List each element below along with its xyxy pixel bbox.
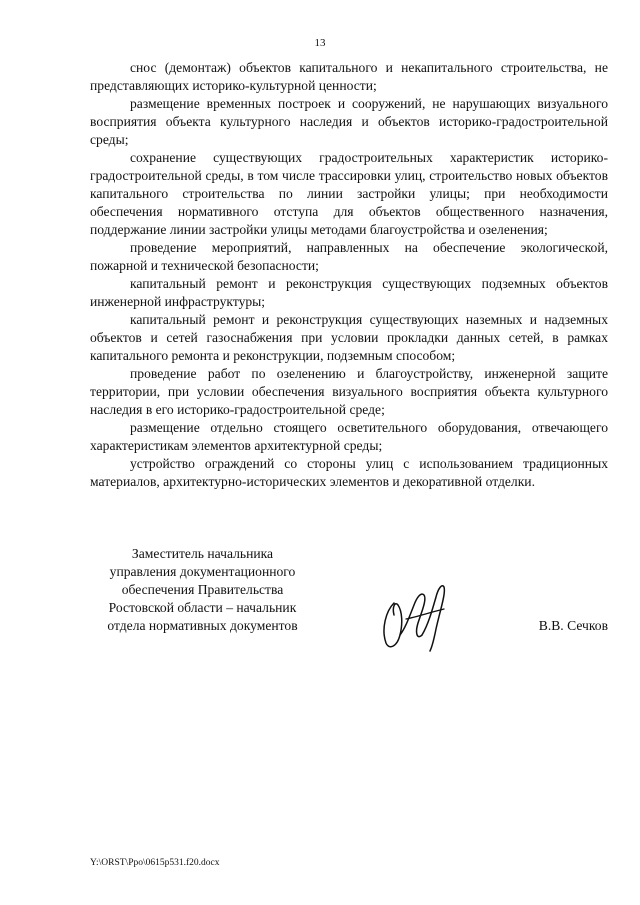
signatory-position-line: обеспечения Правительства [121,582,284,597]
signatory-position-line: Ростовской области – начальник [108,600,297,615]
handwritten-signature [372,577,454,653]
signatory-position-line: Заместитель начальника [131,546,274,561]
paragraph: сохранение существующих градостроительных характеристик историко-градостроительной среды, в том числе трассировки улиц, строительство новых объектов капитального строительства по линии застройки улицы; при необходимости обеспечения нормативного отступа для объектов общественного назначения, поддержание линии застройки улицы методами благоустройства и озеленения; [90,150,608,237]
paragraph: проведение работ по озеленению и благоустройству, инженерной защите территории, при условии обеспечения визуального восприятия объекта культурного наследия в его историко-градостроительной среде; [90,366,608,417]
file-path: Y:\ORST\Ppo\0615p531.f20.docx [90,858,220,868]
document-body [90,59,608,491]
signatory-position-line: управления документационного [109,564,296,579]
paragraph: устройство ограждений со стороны улиц с использованием традиционных материалов, архитектурно-исторических элементов и декоративной отделки. [90,456,608,489]
paragraph: капитальный ремонт и реконструкция существующих наземных и надземных объектов и сетей газоснабжения при условии прокладки данных сетей, в рамках капитального ремонта и реконструкции, подземным способом; [90,312,608,363]
signer-name: В.В. Сечков [538,618,608,633]
paragraph: проведение мероприятий, направленных на обеспечение экологической, пожарной и технической безопасности; [90,240,608,273]
signatory-position-line: отдела нормативных документов [107,618,298,633]
paragraph: размещение отдельно стоящего осветительного оборудования, отвечающего характеристикам элементов архитектурной среды; [90,420,608,453]
page-number: 13 [314,37,326,49]
paragraph: капитальный ремонт и реконструкция существующих подземных объектов инженерной инфраструктуры; [90,276,608,309]
signatory-position [90,545,315,635]
paragraph: снос (демонтаж) объектов капитального и некапитального строительства, не представляющих историко-культурной ценности; [90,60,608,93]
paragraph: размещение временных построек и сооружений, не нарушающих визуального восприятия объекта культурного наследия и объектов историко-градостроительной среды; [90,96,608,147]
